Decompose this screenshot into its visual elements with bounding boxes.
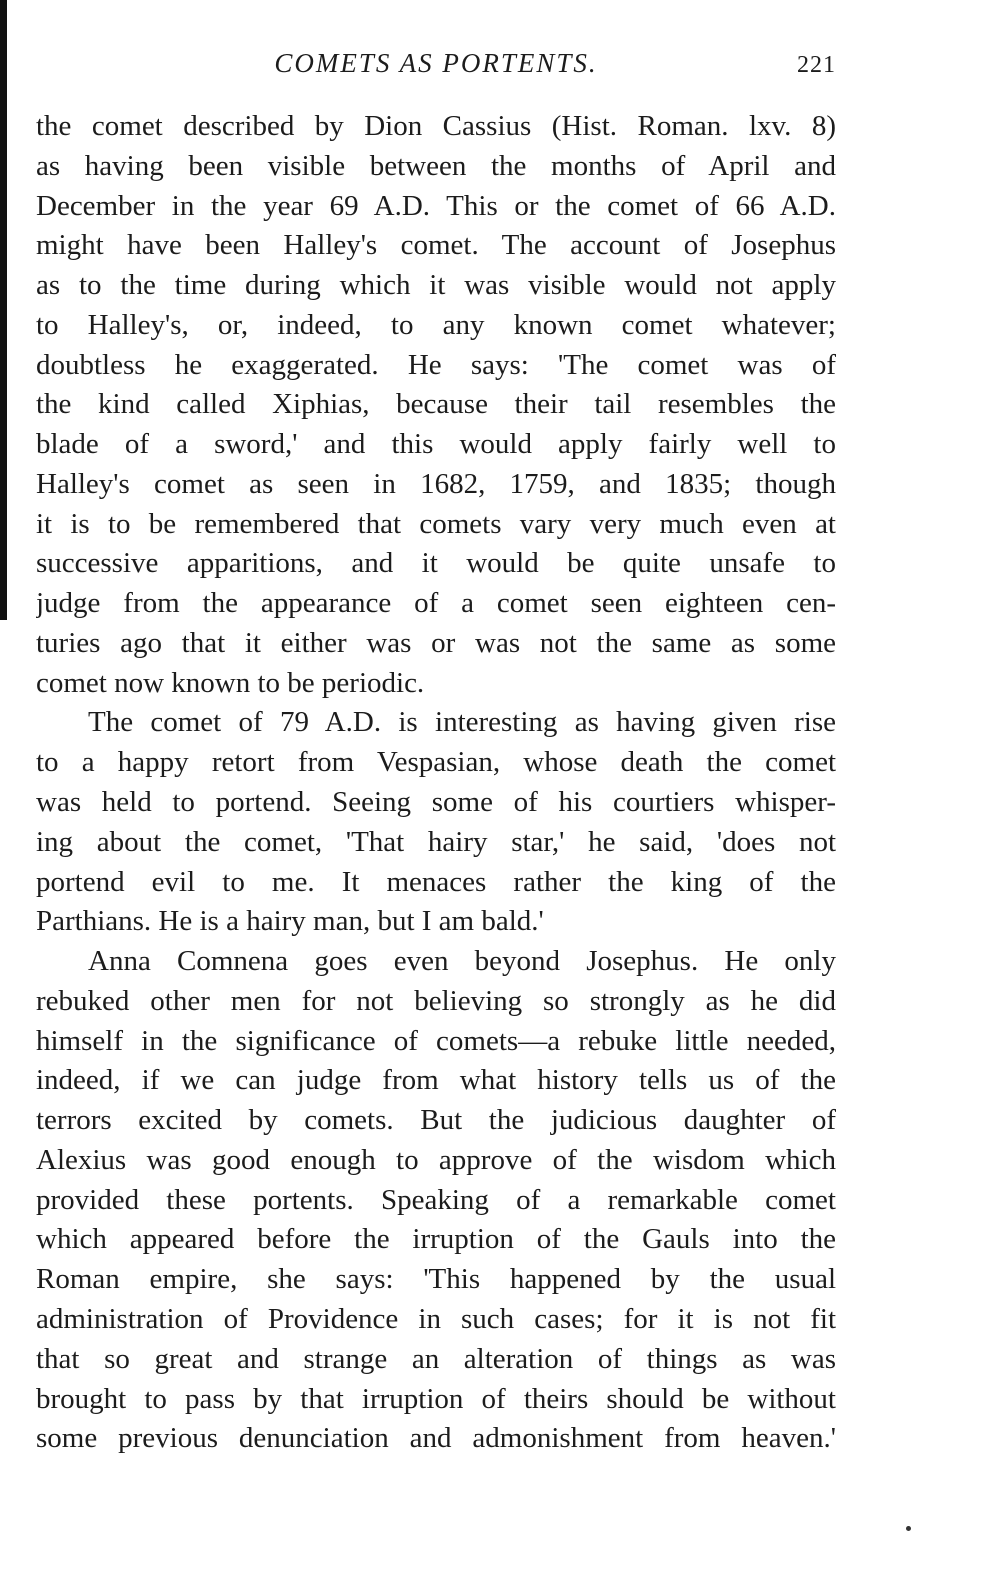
page-number: 221 (797, 52, 836, 78)
text-line: December in the year 69 A.D. This or the comet of 66 A.D. (36, 189, 836, 222)
text-line: as having been visible between the months of April and (36, 149, 836, 182)
text-line: administration of Providence in such cases; for it is not fit (36, 1302, 836, 1335)
paragraph-start-line: Anna Comnena goes even beyond Josephus. He only (88, 945, 836, 978)
text-line: provided these portents. Speaking of a remarkable comet (36, 1183, 836, 1216)
text-line: as to the time during which it was visible would not apply (36, 269, 836, 302)
text-line: himself in the significance of comets—a rebuke little needed, (36, 1024, 836, 1057)
paragraph-start-line: The comet of 79 A.D. is interesting as having given rise (88, 706, 836, 739)
text-line: rebuked other men for not believing so strongly as he did (36, 984, 836, 1017)
text-line: terrors excited by comets. But the judicious daughter of (36, 1104, 836, 1137)
text-line: ing about the comet, 'That hairy star,' he said, 'does not (36, 825, 836, 858)
running-head (36, 48, 836, 84)
paragraph-end-line: comet now known to be periodic. (36, 666, 425, 699)
page-spine-edge (0, 0, 7, 620)
text-line: indeed, if we can judge from what history tells us of the (36, 1064, 836, 1097)
text-line: it is to be remembered that comets vary very much even at (36, 507, 836, 540)
text-line: doubtless he exaggerated. He says: 'The comet was of (36, 348, 836, 381)
text-line: blade of a sword,' and this would apply fairly well to (36, 428, 836, 461)
text-line: brought to pass by that irruption of theirs should be without (36, 1382, 836, 1415)
body-text (36, 107, 836, 1459)
paragraph-end-line: Parthians. He is a hairy man, but I am bald.' (36, 905, 544, 938)
text-line: which appeared before the irruption of the Gauls into the (36, 1223, 836, 1256)
text-line: judge from the appearance of a comet seen eighteen cen- (36, 587, 836, 620)
text-line: portend evil to me. It menaces rather the king of the (36, 865, 836, 898)
text-line: Halley's comet as seen in 1682, 1759, and 1835; though (36, 467, 836, 500)
running-title: COMETS AS PORTENTS. (274, 48, 598, 78)
text-line: to a happy retort from Vespasian, whose death the comet (36, 746, 836, 779)
text-line: the comet described by Dion Cassius (Hist. Roman. lxv. 8) (36, 110, 836, 142)
text-line: the kind called Xiphias, because their tail resembles the (36, 388, 836, 421)
text-line: Alexius was good enough to approve of the wisdom which (36, 1143, 836, 1176)
text-line: to Halley's, or, indeed, to any known comet whatever; (36, 308, 836, 341)
print-speck (906, 1526, 911, 1531)
text-line: Roman empire, she says: 'This happened by the usual (36, 1263, 836, 1296)
text-line: was held to portend. Seeing some of his courtiers whisper- (36, 786, 836, 819)
text-line: turies ago that it either was or was not the same as some (36, 626, 836, 659)
text-line: some previous denunciation and admonishment from heaven.' (36, 1422, 836, 1455)
text-line: that so great and strange an alteration of things as was (36, 1342, 836, 1375)
text-line: successive apparitions, and it would be quite unsafe to (36, 547, 836, 580)
text-line: might have been Halley's comet. The account of Josephus (36, 229, 836, 262)
